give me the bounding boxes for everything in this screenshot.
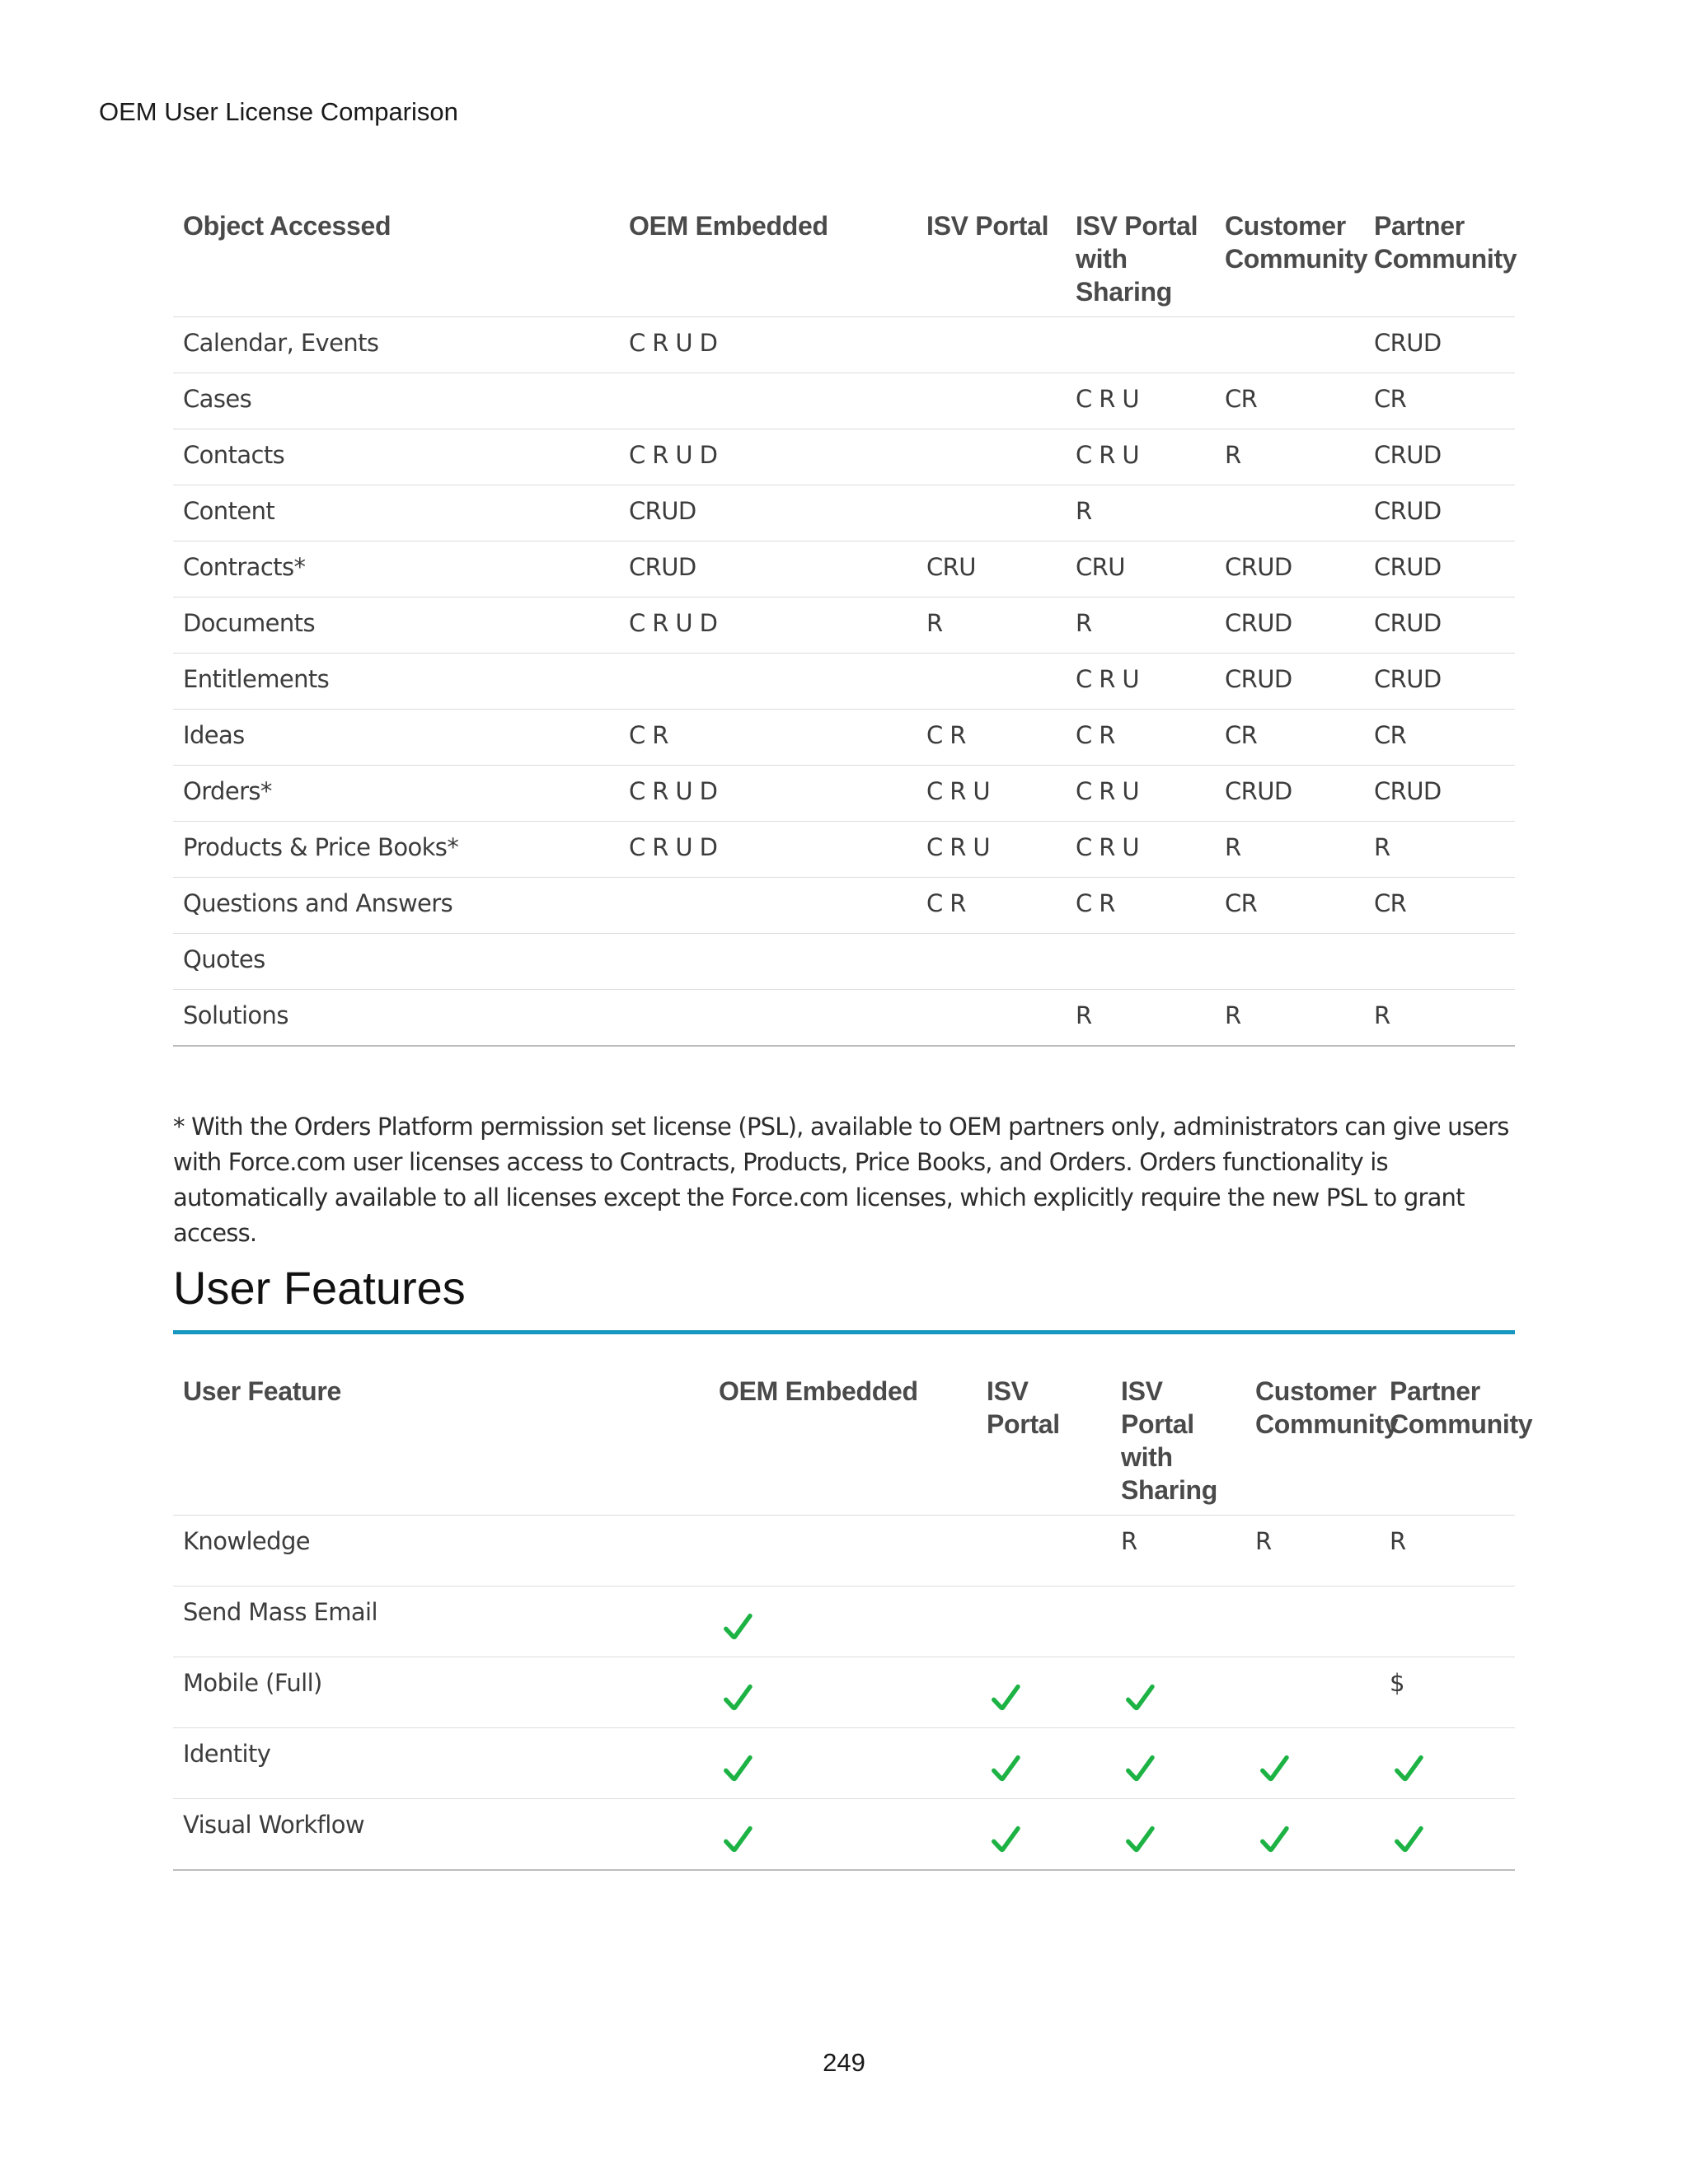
table-cell: CRUD [1364, 766, 1515, 822]
table-cell: CR [1215, 878, 1364, 934]
table-cell [1215, 934, 1364, 990]
checkmark-icon [990, 1682, 1021, 1719]
section-rule [173, 1330, 1515, 1334]
table-cell: R [1245, 1516, 1380, 1586]
table-cell [917, 373, 1066, 429]
table-row [173, 317, 1515, 373]
table-cell [619, 990, 917, 1047]
table-cell [1066, 317, 1215, 373]
table-cell: C R U D [619, 598, 917, 654]
column-header: Partner Community [1364, 193, 1515, 317]
table-row [173, 373, 1515, 429]
table-cell: CR [1364, 710, 1515, 766]
table-cell: R [1066, 598, 1215, 654]
table-cell [1111, 1728, 1245, 1799]
column-header: ISV Portal [977, 1358, 1111, 1516]
table-row [173, 878, 1515, 934]
table-cell [1111, 1586, 1245, 1657]
table-cell [709, 1657, 977, 1728]
table-cell: CR [1364, 373, 1515, 429]
table-cell: C R [619, 710, 917, 766]
table-cell [709, 1516, 977, 1586]
table-row [173, 1728, 1515, 1799]
table-cell: CRUD [1364, 429, 1515, 485]
table-cell: R [1215, 822, 1364, 878]
table-cell [1245, 1586, 1380, 1657]
row-label-cell: Cases [173, 373, 619, 429]
table-cell [917, 485, 1066, 541]
table-cell: $ [1380, 1657, 1515, 1728]
column-header: Customer Community [1215, 193, 1364, 317]
table-cell [977, 1799, 1111, 1871]
table-cell: C R U [1066, 654, 1215, 710]
checkmark-icon [1124, 1824, 1156, 1861]
row-label-cell: Orders* [173, 766, 619, 822]
row-label-cell: Knowledge [173, 1516, 709, 1586]
checkmark-icon [1124, 1682, 1156, 1719]
column-header: ISV Portal with Sharing [1111, 1358, 1245, 1516]
table-cell [977, 1728, 1111, 1799]
table-cell: CRUD [1215, 766, 1364, 822]
table-row [173, 429, 1515, 485]
table-cell [1066, 934, 1215, 990]
table-row [173, 1799, 1515, 1871]
row-label-cell: Visual Workflow [173, 1799, 709, 1871]
table-cell [619, 373, 917, 429]
checkmark-icon [1259, 1753, 1290, 1790]
table-cell [1111, 1657, 1245, 1728]
table-cell [1245, 1657, 1380, 1728]
table-cell: C R U [917, 766, 1066, 822]
table-cell [709, 1728, 977, 1799]
table-cell: R [1066, 485, 1215, 541]
table-cell [709, 1799, 977, 1871]
table-cell: CRUD [1215, 541, 1364, 598]
row-label-cell: Contracts* [173, 541, 619, 598]
table-cell: CR [1215, 373, 1364, 429]
column-header: ISV Portal [917, 193, 1066, 317]
table-cell: C R U D [619, 317, 917, 373]
running-header: OEM User License Comparison [99, 97, 458, 126]
checkmark-icon [1124, 1753, 1156, 1790]
table-cell: CRUD [1364, 541, 1515, 598]
checkmark-icon [1259, 1824, 1290, 1861]
column-header: Object Accessed [173, 193, 619, 317]
row-label-cell: Questions and Answers [173, 878, 619, 934]
column-header: OEM Embedded [619, 193, 917, 317]
table-cell [917, 654, 1066, 710]
table-row [173, 934, 1515, 990]
table-cell: CRU [917, 541, 1066, 598]
table-cell: CRUD [619, 485, 917, 541]
table-cell [619, 934, 917, 990]
table-cell [917, 990, 1066, 1047]
table-cell: C R U D [619, 822, 917, 878]
table-cell [977, 1516, 1111, 1586]
row-label-cell: Contacts [173, 429, 619, 485]
table-row [173, 598, 1515, 654]
table-cell: R [1364, 822, 1515, 878]
table-cell [1215, 317, 1364, 373]
table-cell [977, 1657, 1111, 1728]
table-cell: R [1066, 990, 1215, 1047]
table-cell: R [1215, 429, 1364, 485]
checkmark-icon [990, 1824, 1021, 1861]
table-cell: CR [1215, 710, 1364, 766]
table-cell: C R [1066, 878, 1215, 934]
table-cell: C R U [1066, 373, 1215, 429]
object-access-table [173, 193, 1515, 1047]
column-header: OEM Embedded [709, 1358, 977, 1516]
table-cell [709, 1586, 977, 1657]
table-cell: C R U [1066, 766, 1215, 822]
table-cell: CRUD [1364, 485, 1515, 541]
table-cell [917, 317, 1066, 373]
table-cell [977, 1586, 1111, 1657]
checkmark-icon [722, 1753, 753, 1790]
row-label-cell: Calendar, Events [173, 317, 619, 373]
table-cell [1111, 1799, 1245, 1871]
table-cell: CRU [1066, 541, 1215, 598]
column-header: Customer Community [1245, 1358, 1380, 1516]
table-cell: C R U D [619, 429, 917, 485]
checkmark-icon [1393, 1824, 1424, 1861]
table-row [173, 710, 1515, 766]
table-cell: C R U [1066, 822, 1215, 878]
table-cell: CRUD [1364, 598, 1515, 654]
table-row [173, 822, 1515, 878]
table-cell: CRUD [619, 541, 917, 598]
table-cell: C R U D [619, 766, 917, 822]
table-cell: CRUD [1215, 654, 1364, 710]
user-features-table [173, 1358, 1533, 1871]
row-label-cell: Entitlements [173, 654, 619, 710]
row-label-cell: Quotes [173, 934, 619, 990]
table-cell [917, 934, 1066, 990]
table-header-row [173, 1358, 1515, 1516]
table-row [173, 1657, 1515, 1728]
row-label-cell: Solutions [173, 990, 619, 1047]
table-cell: C R [917, 710, 1066, 766]
footnote: * With the Orders Platform permission set license (PSL), available to OEM partners only, administrators can give users with Force.com user licenses access to Contracts, Products, Price Books, and Orders. Orders functionality is automatically available to all licenses except the Force.com licenses, which explicitly require the new PSL to grant access. [173, 1113, 1509, 1247]
table-cell [1215, 485, 1364, 541]
table-cell: CRUD [1364, 317, 1515, 373]
table-cell: R [1215, 990, 1364, 1047]
table-row [173, 485, 1515, 541]
table-cell [619, 654, 917, 710]
column-header: User Feature [173, 1358, 709, 1516]
table-cell [1245, 1799, 1380, 1871]
checkmark-icon [1393, 1753, 1424, 1790]
table-row [173, 1516, 1515, 1586]
section-title: User Features [173, 1262, 466, 1314]
table-row [173, 541, 1515, 598]
checkmark-icon [722, 1824, 753, 1861]
table-cell: C R [917, 878, 1066, 934]
column-header: Partner Community [1380, 1358, 1515, 1516]
table-cell [1364, 934, 1515, 990]
table-cell: CRUD [1215, 598, 1364, 654]
table-cell: CRUD [1364, 654, 1515, 710]
table-cell [1380, 1586, 1515, 1657]
table-cell: CR [1364, 878, 1515, 934]
row-label-cell: Content [173, 485, 619, 541]
checkmark-icon [722, 1682, 753, 1719]
table-cell [1380, 1799, 1515, 1871]
row-label-cell: Mobile (Full) [173, 1657, 709, 1728]
table-cell: R [1364, 990, 1515, 1047]
table-cell: C R [1066, 710, 1215, 766]
row-label-cell: Send Mass Email [173, 1586, 709, 1657]
table-cell [917, 429, 1066, 485]
column-header: ISV Portal with Sharing [1066, 193, 1215, 317]
row-label-cell: Documents [173, 598, 619, 654]
table-cell: R [917, 598, 1066, 654]
table-row [173, 990, 1515, 1047]
table-row [173, 654, 1515, 710]
table-cell: R [1111, 1516, 1245, 1586]
page-number: 249 [823, 2048, 865, 2077]
row-label-cell: Ideas [173, 710, 619, 766]
checkmark-icon [990, 1753, 1021, 1790]
table-cell [1245, 1728, 1380, 1799]
checkmark-icon [722, 1611, 753, 1648]
table-row [173, 766, 1515, 822]
table-cell: C R U [917, 822, 1066, 878]
row-label-cell: Identity [173, 1728, 709, 1799]
table-cell [619, 878, 917, 934]
table-cell [1380, 1728, 1515, 1799]
table-header-row [173, 193, 1515, 317]
table-cell: C R U [1066, 429, 1215, 485]
row-label-cell: Products & Price Books* [173, 822, 619, 878]
table-row [173, 1586, 1515, 1657]
table-cell: R [1380, 1516, 1515, 1586]
